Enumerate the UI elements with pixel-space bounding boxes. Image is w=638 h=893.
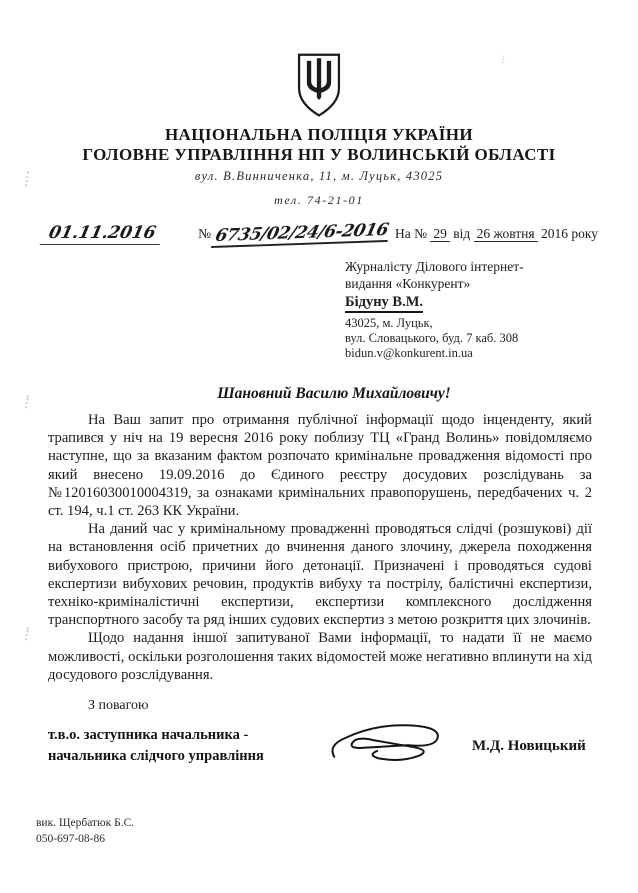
scan-artifact	[25, 395, 38, 410]
executor-name: вик. Щербатюк Б.С.	[36, 817, 135, 830]
org-phone: тел. 74-21-01	[274, 193, 364, 207]
reference-line	[42, 215, 598, 245]
body-paragraph-1: На Ваш запит про отримання публічної інформації щодо інценденту, який трапився у ніч на 19 вересня 2016 року поблизу ТЦ «Гранд Волинь» повідомляємо наступне, що за вказаним фактом розпочато кримінальне провадження відомості про який внесено 19.09.2016 до Єдиного реєстру досудових розслідувань за №12016030010004319, за ознаками кримінальних правопорушень, передбачених ч. 2 ст. 194, ч.1 ст. 263 КК України.	[48, 412, 592, 520]
scan-artifact	[25, 627, 38, 642]
signature-block	[48, 717, 608, 775]
number-label: №	[198, 226, 212, 241]
handwritten-signature	[326, 717, 458, 775]
recipient-line1: Журналісту Ділового інтернет-	[345, 259, 524, 274]
handwritten-outgoing-number: 6735/02/24/6-2016	[211, 220, 392, 248]
letter-body	[48, 411, 592, 684]
recipient-email: bidun.v@konkurent.in.ua	[345, 346, 473, 360]
org-name-line1: НАЦІОНАЛЬНА ПОЛІЦІЯ УКРАЇНИ	[164, 125, 474, 144]
recipient-postcode-city: 43025, м. Луцьк,	[345, 316, 433, 330]
reply-date: 26 жовтня	[474, 226, 538, 242]
recipient-line2: видання «Конкурент»	[345, 276, 471, 291]
executor-phone: 050-697-08-86	[36, 833, 105, 846]
body-paragraph-3: Щодо надання іншої запитуваної Вами інформації, то надати її не маємо можливості, оскільки розголошення таких відомостей може негативно вплинути на хід досудового розслідування.	[48, 630, 592, 683]
recipient-street: вул. Словацького, буд. 7 каб. 308	[345, 331, 519, 345]
signer-name: М.Д. Новицький	[472, 737, 586, 754]
executor-block	[36, 815, 638, 847]
signer-title	[48, 725, 320, 767]
reply-year: 2016 року	[541, 226, 598, 241]
scan-artifact	[25, 171, 38, 188]
org-name-line2: ГОЛОВНЕ УПРАВЛІННЯ НП У ВОЛИНСЬКІЙ ОБЛАСТІ	[82, 145, 556, 164]
reply-from-word: від	[453, 226, 471, 241]
salutation: Шановний Василю Михайловичу!	[217, 385, 451, 402]
reply-reference	[395, 226, 598, 245]
signer-title-line1: т.в.о. заступника начальника -	[48, 727, 249, 744]
ukraine-trident-emblem	[293, 52, 345, 120]
handwritten-date: 01.11.2016	[40, 223, 165, 245]
reply-prefix: На №	[395, 226, 427, 241]
recipient-block	[345, 258, 638, 361]
scan-artifact	[501, 55, 513, 65]
closing-phrase: З повагою	[88, 698, 149, 714]
reply-number: 29	[430, 226, 450, 242]
signer-title-line2: начальника слідчого управління	[48, 748, 264, 765]
recipient-name: Бідуну В.М.	[345, 294, 423, 313]
org-address: вул. В.Винниченка, 11, м. Луцьк, 43025	[194, 169, 444, 183]
body-paragraph-2: На даний час у кримінальному провадженні проводяться слідчі (розшукові) дії на встановлення осіб причетних до вчинення даного злочину, джерела походження вибухового пристрою, причини його детонації. Призначені і проводяться судові експертизи вибухових речовин, продуктів вибуху та пострілу, балістичні експертизи, техніко-криміналістичні експертизи, експертизи комплексного дослідження транспортного засобу та ряд інших судових експертиз з метою розкриття цих злочинів.	[48, 521, 592, 629]
